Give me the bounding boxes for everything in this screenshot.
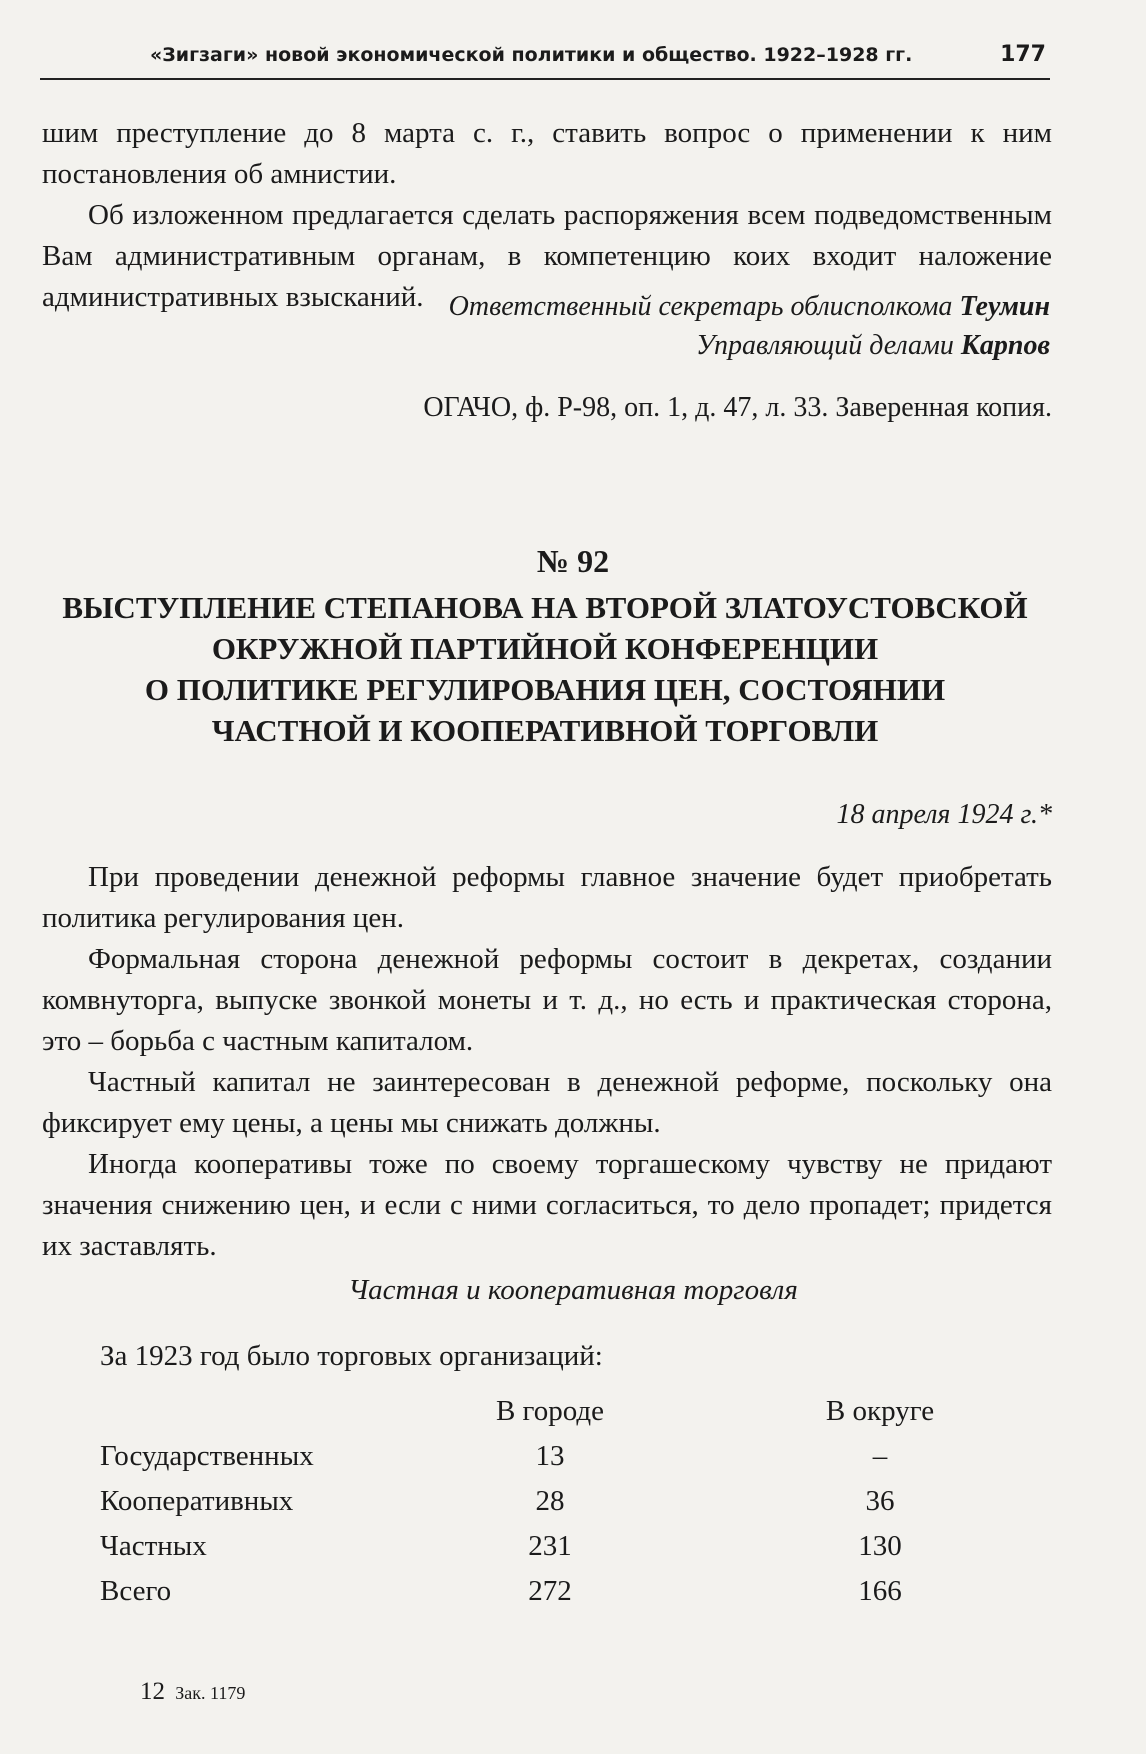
sheet-number: 12: [140, 1678, 165, 1705]
section-heading: Частная и кооперативная торговля: [348, 1274, 798, 1306]
document-number: № 92: [536, 543, 610, 579]
page-number: 177: [1000, 42, 1046, 67]
row-city-value: 13: [535, 1440, 565, 1472]
signature-manager: [696, 330, 1050, 362]
signature-name: Карпов: [960, 330, 1050, 361]
row-city-value: 272: [528, 1575, 572, 1607]
paragraph: шим преступление до 8 марта с. г., ставить вопрос о применении к ним постановления об амнистии.: [42, 117, 1052, 190]
row-okrug-value: 166: [858, 1575, 902, 1607]
row-city-value: 231: [528, 1530, 572, 1562]
printer-footer: [140, 1678, 245, 1706]
signature-role: Ответственный секретарь облисполкома: [448, 291, 953, 322]
intro-text: [42, 113, 1052, 318]
document-title: [40, 587, 1050, 751]
archive-source: ОГАЧО, ф. Р-98, оп. 1, д. 47, л. 33. Заверенная копия.: [423, 392, 1052, 423]
signature-secretary: [449, 291, 1050, 323]
order-number: Зак. 1179: [175, 1683, 246, 1703]
row-label: Кооперативных: [100, 1485, 294, 1517]
title-line: ЧАСТНОЙ И КООПЕРАТИВНОЙ ТОРГОВЛИ: [211, 713, 879, 748]
row-okrug-value: 36: [865, 1485, 895, 1517]
paragraph: Формальная сторона денежной реформы состоит в декретах, создании комвнуторга, выпуске звонкой монеты и т. д., но есть и практическая сторона, это – борьба с частным капиталом.: [42, 943, 1052, 1057]
paragraph: Об изложенном предлагается сделать распоряжения всем подведомственным Вам административным органам, в компетенцию коих входит наложение административных взысканий.: [42, 199, 1052, 313]
row-label: Частных: [100, 1530, 207, 1562]
document-date: 18 апреля 1924 г.*: [836, 799, 1052, 830]
header-city: В городе: [495, 1395, 605, 1427]
signature-role: Управляющий делами: [695, 330, 954, 361]
row-city-value: 28: [535, 1485, 565, 1517]
row-label: Всего: [100, 1575, 172, 1607]
row-label: Государственных: [100, 1440, 314, 1472]
paragraph: Частный капитал не заинтересован в денежной реформе, поскольку она фиксирует ему цены, а цены мы снижать должны.: [42, 1066, 1052, 1139]
running-title: «Зигзаги» новой экономической политики и общество. 1922–1928 гг.: [150, 44, 913, 66]
header-okrug: В округе: [825, 1395, 935, 1427]
signature-name: Теумин: [959, 291, 1050, 322]
row-okrug-value: 130: [858, 1530, 902, 1562]
running-header: [40, 38, 1050, 80]
body-text: [42, 857, 1052, 1267]
title-line: О ПОЛИТИКЕ РЕГУЛИРОВАНИЯ ЦЕН, СОСТОЯНИИ: [144, 672, 946, 707]
title-line: ОКРУЖНОЙ ПАРТИЙНОЙ КОНФЕРЕНЦИИ: [211, 631, 879, 666]
row-okrug-value: –: [872, 1440, 888, 1472]
paragraph: Иногда кооперативы тоже по своему торгашескому чувству не придают значения снижению цен, и если с ними согласиться, то дело пропадет; придется их заставлять.: [42, 1148, 1052, 1262]
title-line: ВЫСТУПЛЕНИЕ СТЕПАНОВА НА ВТОРОЙ ЗЛАТОУСТОВСКОЙ: [62, 590, 1028, 625]
table-intro: За 1923 год было торговых организаций:: [100, 1340, 603, 1372]
paragraph: При проведении денежной реформы главное значение будет приобретать политика регулирования цен.: [42, 861, 1052, 934]
